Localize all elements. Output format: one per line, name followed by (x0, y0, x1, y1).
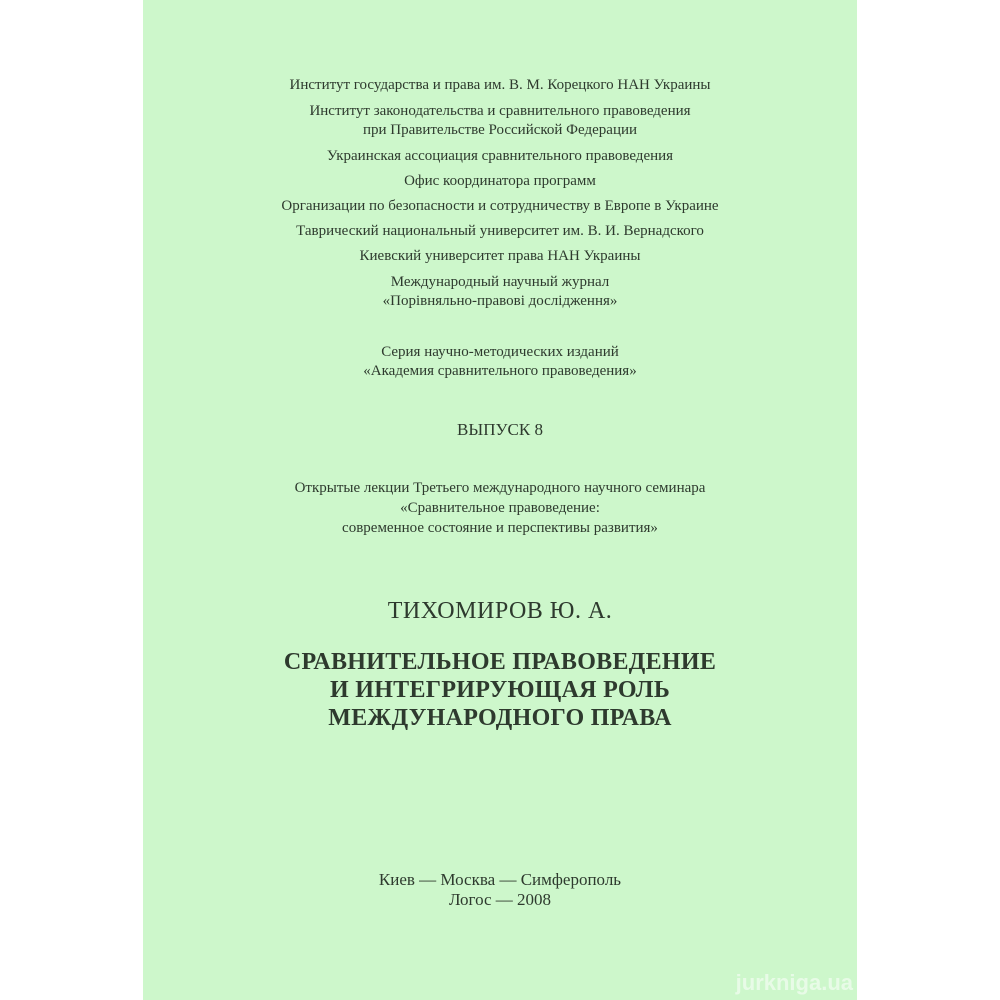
lectures-line: «Сравнительное правоведение: (400, 500, 600, 516)
author: ТИХОМИРОВ Ю. А. (387, 598, 613, 624)
book-title-line: МЕЖДУНАРОДНОГО ПРАВА (328, 705, 672, 731)
institution-line: при Правительстве Российской Федерации (362, 122, 638, 138)
book-title-line: И ИНТЕГРИРУЮЩАЯ РОЛЬ (329, 677, 671, 703)
institution-line: Офис координатора программ (404, 173, 596, 189)
lectures-line: Открытые лекции Третьего международного научного семинара (294, 480, 706, 496)
institution-line: Институт законодательства и сравнительного правоведения (309, 103, 691, 119)
watermark: jurkniga.ua (735, 970, 853, 995)
book-cover (143, 0, 857, 1000)
imprint-publisher: Логос — 2008 (448, 890, 552, 909)
series-name: «Академия сравнительного правоведения» (363, 363, 637, 379)
book-title-line: СРАВНИТЕЛЬНОЕ ПРАВОВЕДЕНИЕ (283, 649, 717, 675)
institution-line: Организации по безопасности и сотрудничеству в Европе в Украине (281, 198, 719, 214)
institution-line: Таврический национальный университет им. В. И. Вернадского (296, 223, 704, 239)
institution-line: Украинская ассоциация сравнительного правоведения (326, 148, 674, 164)
lectures-line: современное состояние и перспективы развития» (342, 520, 658, 536)
imprint-cities: Киев — Москва — Симферополь (378, 870, 622, 889)
series-line: Серия научно-методических изданий (381, 344, 619, 360)
issue-number: ВЫПУСК 8 (457, 420, 543, 439)
journal-line: Международный научный журнал (390, 274, 610, 290)
institution-line: Киевский университет права НАН Украины (359, 248, 641, 264)
journal-name: «Порівняльно-правові дослідження» (382, 293, 618, 309)
institution-line: Институт государства и права им. В. М. Корецкого НАН Украины (289, 77, 711, 93)
